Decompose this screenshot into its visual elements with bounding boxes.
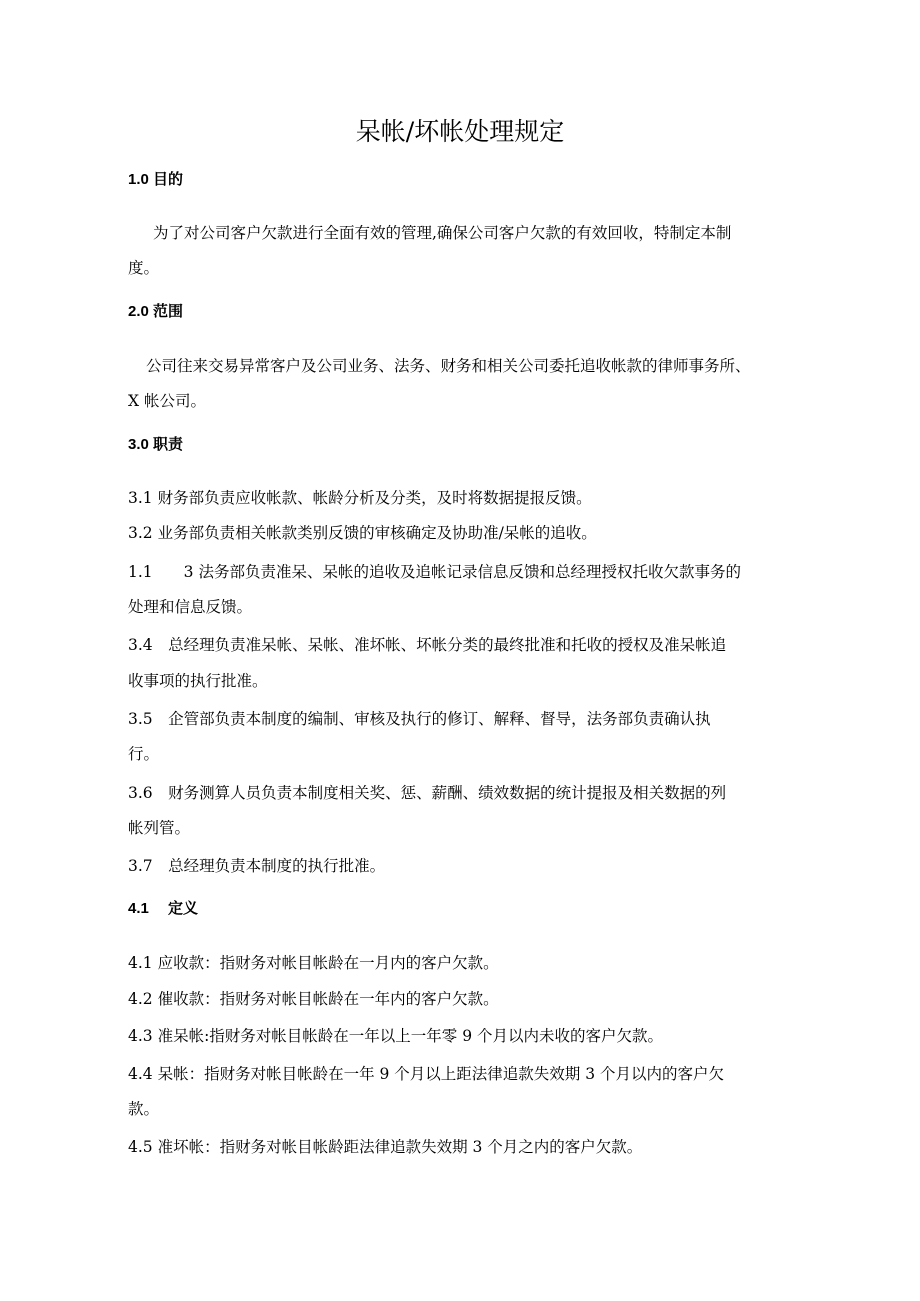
duties-line: 3.7 总经理负责本制度的执行批准。 xyxy=(128,857,386,875)
duties-line: 帐列管。 xyxy=(128,819,191,837)
duties-line: 3.5 企管部负责本制度的编制、审核及执行的修订、解释、督导，法务部负责确认执 xyxy=(128,710,711,728)
duties-line: 3.1 财务部负责应收帐款、帐龄分析及分类，及时将数据提报反馈。 xyxy=(128,489,592,507)
duties-line: 行。 xyxy=(128,745,160,763)
definitions-line: 4.2 催收款：指财务对帐目帐龄在一年内的客户欠款。 xyxy=(128,990,499,1008)
scope-line: X 帐公司。 xyxy=(128,392,206,410)
section-heading-scope: 2.0 范围 xyxy=(128,303,184,320)
section-heading-purpose: 1.0 目的 xyxy=(128,171,184,188)
duties-line: 1.1 3 法务部负责准呆、呆帐的追收及追帐记录信息反馈和总经理授权托收欠款事务的 xyxy=(128,563,741,581)
duties-line: 3.6 财务测算人员负责本制度相关奖、惩、薪酬、绩效数据的统计提报及相关数据的列 xyxy=(128,784,727,802)
definitions-line: 4.4 呆帐：指财务对帐目帐龄在一年 9 个月以上距法律追款失效期 3 个月以内的客户欠 xyxy=(128,1065,725,1083)
definitions-line: 4.3 准呆帐:指财务对帐目帐龄在一年以上一年零 9 个月以内未收的客户欠款。 xyxy=(128,1027,664,1045)
duties-line: 收事项的执行批准。 xyxy=(128,672,268,690)
definitions-line: 4.1 应收款：指财务对帐目帐龄在一月内的客户欠款。 xyxy=(128,954,499,972)
duties-line: 3.2 业务部负责相关帐款类别反馈的审核确定及协助准/呆帐的追收。 xyxy=(128,524,597,542)
duties-line: 处理和信息反馈。 xyxy=(128,598,253,616)
document-title: 呆帐/坏帐处理规定 xyxy=(355,117,565,146)
section-heading-duties: 3.0 职责 xyxy=(128,436,184,453)
section-heading-definitions: 4.1 定义 xyxy=(128,900,199,917)
purpose-line: 度。 xyxy=(128,259,160,277)
scope-line: 公司往来交易异常客户及公司业务、法务、财务和相关公司委托追收帐款的律师事务所、 xyxy=(146,357,751,375)
definitions-line: 4.5 准坏帐：指财务对帐目帐龄距法律追款失效期 3 个月之内的客户欠款。 xyxy=(128,1138,643,1156)
definitions-line: 款。 xyxy=(128,1100,160,1118)
duties-line: 3.4 总经理负责准呆帐、呆帐、准坏帐、坏帐分类的最终批准和托收的授权及准呆帐追 xyxy=(128,636,727,654)
purpose-line: 为了对公司客户欠款进行全面有效的管理,确保公司客户欠款的有效回收，特制定本制 xyxy=(153,224,732,242)
